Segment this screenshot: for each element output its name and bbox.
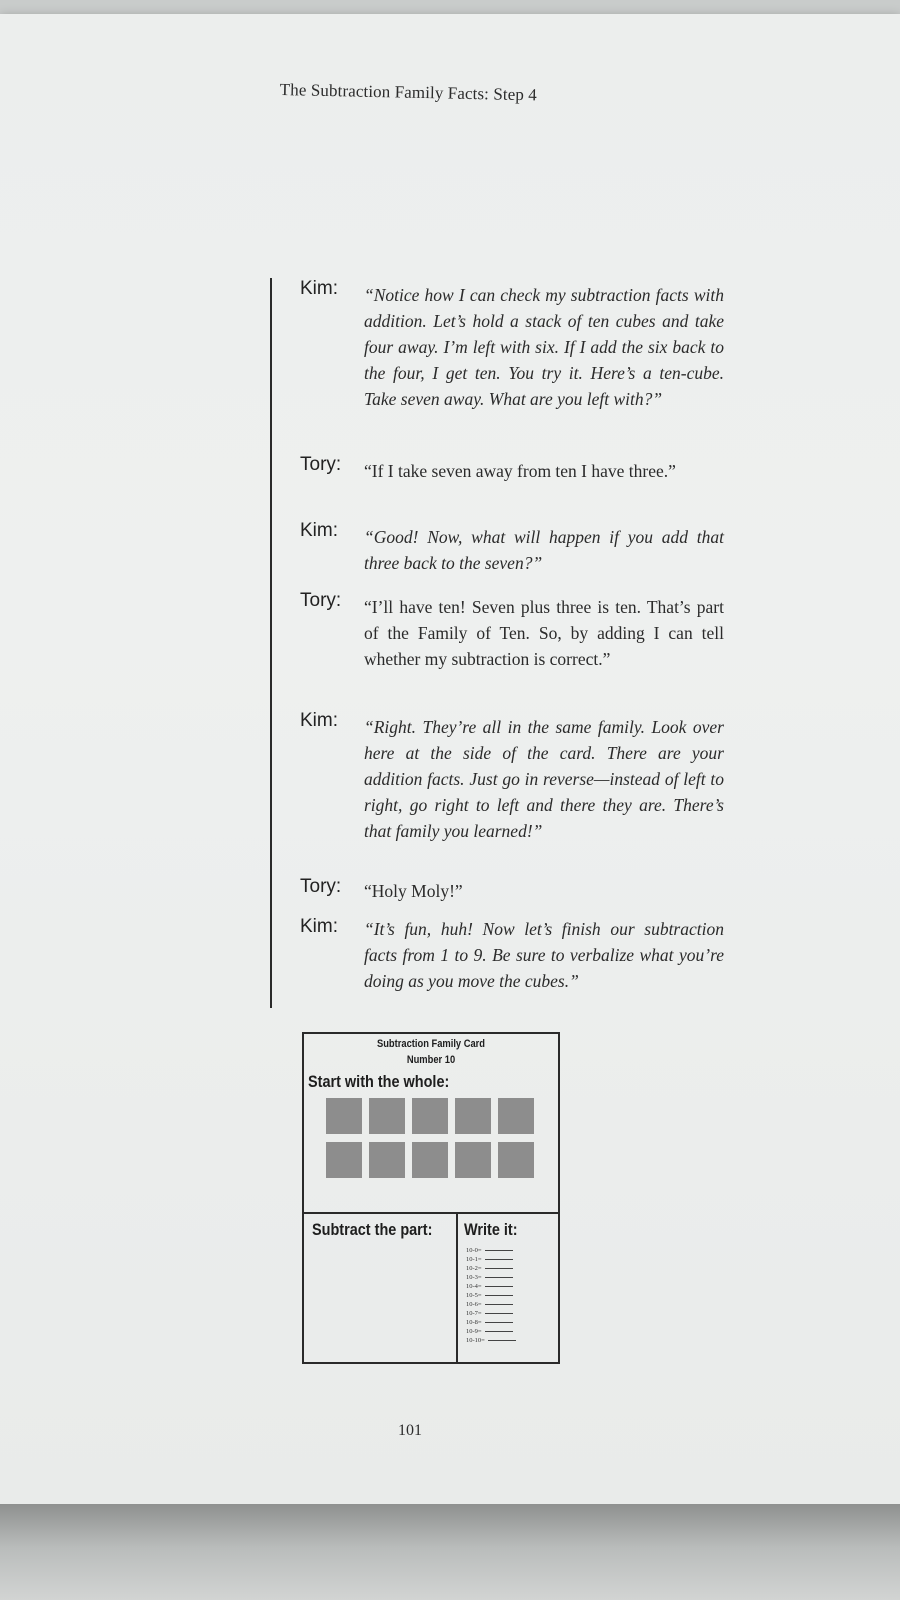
card-subtract-label: Subtract the part: [312, 1220, 433, 1239]
fact-line [466, 1327, 516, 1336]
fact-line [466, 1282, 516, 1291]
cube [455, 1098, 491, 1134]
answer-blank [485, 1268, 513, 1269]
fact-line [466, 1273, 516, 1282]
dialogue-text: “Right. They’re all in the same family. Look over here at the side of the card. There are your addition facts. Just go in reverse—instead of left to right, go right to left and there they are. There’s that family you learned!” [364, 717, 724, 841]
cube [369, 1142, 405, 1178]
answer-blank [485, 1304, 513, 1305]
fact-text: 10-4= [466, 1283, 482, 1290]
fact-text: 10-9= [466, 1328, 482, 1335]
fact-text: 10-1= [466, 1256, 482, 1263]
dialogue-text: “If I take seven away from ten I have three.” [364, 461, 676, 481]
fact-text: 10-3= [466, 1274, 482, 1281]
fact-text: 10-5= [466, 1292, 482, 1299]
fact-text: 10-8= [466, 1319, 482, 1326]
speaker-label: Tory: [300, 876, 342, 897]
speaker-label: Kim: [300, 916, 338, 937]
card-divider [304, 1212, 558, 1214]
fact-text: 10-7= [466, 1310, 482, 1317]
fact-text: 10-2= [466, 1265, 482, 1272]
fact-line [466, 1336, 516, 1345]
subtraction-family-card [302, 1032, 560, 1364]
cube [326, 1098, 362, 1134]
answer-blank [485, 1322, 513, 1323]
page-number: 101 [398, 1422, 422, 1439]
cube [498, 1098, 534, 1134]
dialogue-text: “Holy Moly!” [364, 881, 463, 901]
fact-line [466, 1309, 516, 1318]
fact-text: 10-6= [466, 1301, 482, 1308]
dialogue-text: “I’ll have ten! Seven plus three is ten. That’s part of the Family of Ten. So, by adding I can tell whether my subtraction is correct.” [364, 597, 724, 669]
fact-line [466, 1246, 516, 1255]
dialogue-text: “Good! Now, what will happen if you add that three back to the seven?” [364, 527, 724, 573]
answer-blank [485, 1259, 513, 1260]
fact-list [466, 1246, 516, 1345]
cube [412, 1098, 448, 1134]
fact-line [466, 1264, 516, 1273]
page-bottom-shadow [0, 1504, 900, 1600]
card-start-label: Start with the whole: [308, 1072, 450, 1091]
fact-line [466, 1291, 516, 1300]
speaker-label: Kim: [300, 520, 338, 541]
answer-blank [485, 1331, 513, 1332]
answer-blank [485, 1295, 513, 1296]
dialogue-text: “It’s fun, huh! Now let’s finish our subtraction facts from 1 to 9. Be sure to verbalize what you’re doing as you move the cubes.” [364, 919, 724, 991]
fact-line [466, 1318, 516, 1327]
answer-blank [488, 1340, 516, 1341]
speaker-label: Kim: [300, 278, 338, 299]
fact-line [466, 1300, 516, 1309]
speaker-label: Kim: [300, 710, 338, 731]
cube [498, 1142, 534, 1178]
dialogue-block [270, 278, 732, 1008]
running-head: The Subtraction Family Facts: Step 4 [279, 80, 538, 105]
speaker-label: Tory: [300, 454, 342, 475]
cube [455, 1142, 491, 1178]
card-write-label: Write it: [464, 1220, 518, 1239]
card-title: Subtraction Family Card [376, 1038, 486, 1050]
answer-blank [485, 1250, 513, 1251]
cube [326, 1142, 362, 1178]
card-number: Number 10 [406, 1054, 456, 1066]
fact-text: 10-10= [466, 1337, 485, 1344]
cube [412, 1142, 448, 1178]
dialogue-text: “Notice how I can check my subtraction facts with addition. Let’s hold a stack of ten cubes and take four away. I’m left with six. If I add the six back to the four, I get ten. You try it. Here’s a ten-cube. Take seven away. What are you left with?” [364, 285, 724, 409]
cube [369, 1098, 405, 1134]
answer-blank [485, 1313, 513, 1314]
fact-text: 10-0= [466, 1247, 482, 1254]
card-vertical-divider [456, 1212, 458, 1364]
answer-blank [485, 1277, 513, 1278]
answer-blank [485, 1286, 513, 1287]
speaker-label: Tory: [300, 590, 342, 611]
fact-line [466, 1255, 516, 1264]
